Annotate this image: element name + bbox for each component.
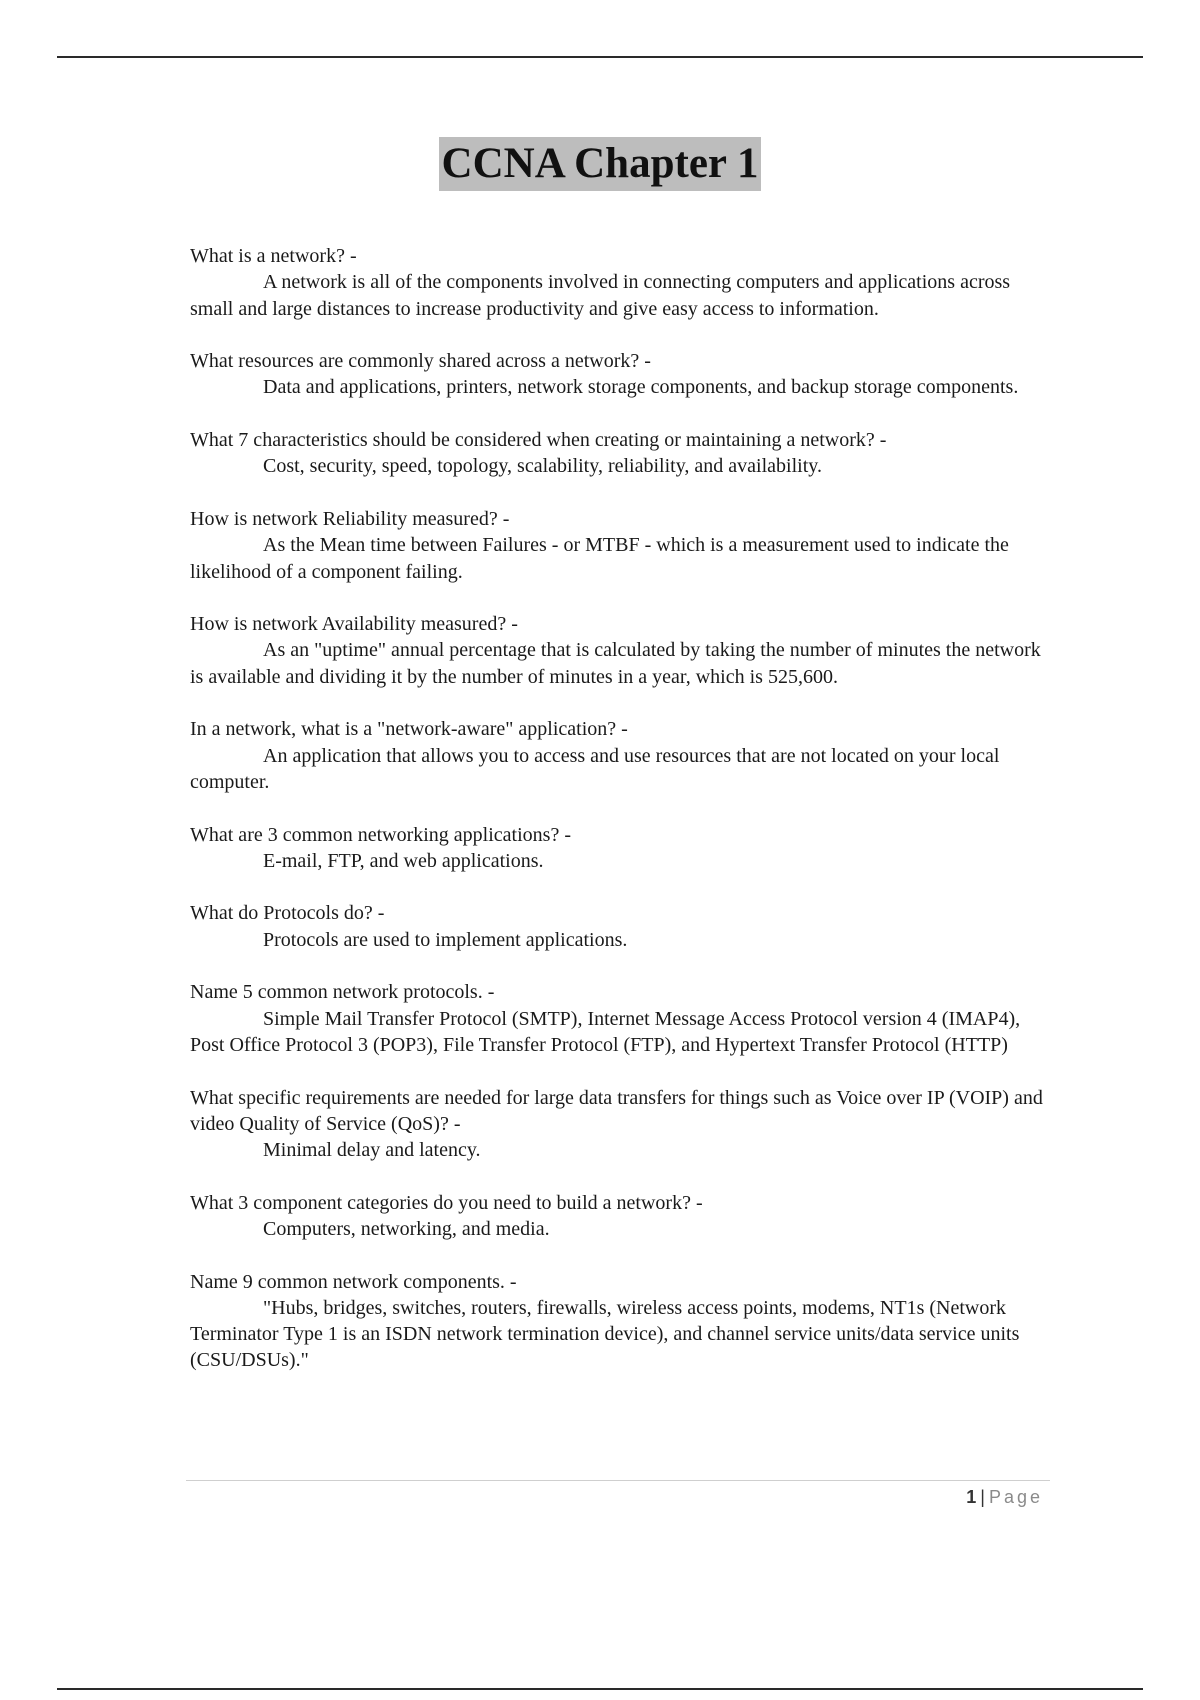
qa-item [190, 506, 1050, 585]
qa-item [190, 611, 1050, 690]
qa-item [190, 1190, 1050, 1243]
question-text: Name 9 common network components. - [190, 1270, 517, 1293]
question-text: What do Protocols do? - [190, 902, 385, 925]
qa-item [190, 1269, 1050, 1374]
qa-list [190, 243, 1050, 1400]
qa-item [190, 716, 1050, 795]
page-footer [966, 1486, 1043, 1508]
answer-text: Protocols are used to implement applications. [263, 928, 628, 951]
qa-item [190, 1085, 1050, 1164]
answer-text: Computers, networking, and media. [263, 1217, 550, 1240]
page-separator: | [980, 1487, 985, 1507]
question-text: In a network, what is a "network-aware" application? - [190, 718, 628, 741]
answer-text: Minimal delay and latency. [263, 1139, 481, 1162]
question-text: What resources are commonly shared across a network? - [190, 350, 651, 373]
question-text: What are 3 common networking applications? - [190, 823, 571, 846]
bottom-rule [57, 1688, 1143, 1690]
answer-text: "Hubs, bridges, switches, routers, firewalls, wireless access points, modems, NT1s (Network Terminator Type 1 is an ISDN network termination device), and channel service units/data service units (CSU/DSUs)." [190, 1296, 1020, 1372]
page-word: Page [988, 1487, 1043, 1507]
question-text: What 3 component categories do you need to build a network? - [190, 1191, 703, 1214]
page-title: CCNA Chapter 1 [439, 137, 762, 191]
answer-text: An application that allows you to access and use resources that are not located on your local computer. [190, 744, 1000, 793]
question-text: What 7 characteristics should be considered when creating or maintaining a network? - [190, 429, 887, 452]
answer-text: As the Mean time between Failures - or MTBF - which is a measurement used to indicate the likelihood of a component failing. [190, 534, 1009, 583]
qa-item [190, 979, 1050, 1058]
answer-text: E-mail, FTP, and web applications. [263, 849, 544, 872]
question-text: What is a network? - [190, 245, 357, 267]
question-text: How is network Availability measured? - [190, 613, 518, 636]
footer-rule [186, 1480, 1050, 1481]
answer-text: Cost, security, speed, topology, scalability, reliability, and availability. [263, 455, 822, 478]
answer-text: Simple Mail Transfer Protocol (SMTP), Internet Message Access Protocol version 4 (IMAP4), Post Office Protocol 3 (POP3), File Transfer Protocol (FTP), and Hypertext Transfer Protocol (HTTP) [190, 1007, 1021, 1056]
answer-text: A network is all of the components involved in connecting computers and applications across small and large distances to increase productivity and give easy access to information. [190, 271, 1011, 320]
qa-item [190, 900, 1050, 953]
qa-item [190, 822, 1050, 875]
question-text: Name 5 common network protocols. - [190, 981, 495, 1004]
page-number: 1 [966, 1487, 977, 1507]
top-rule [57, 56, 1143, 58]
question-text: What specific requirements are needed for large data transfers for things such as Voice over IP (VOIP) and video Quality of Service (QoS)? - [190, 1086, 1043, 1135]
question-text: How is network Reliability measured? - [190, 507, 510, 530]
qa-item [190, 348, 1050, 401]
answer-text: As an "uptime" annual percentage that is calculated by taking the number of minutes the network is available and dividing it by the number of minutes in a year, which is 525,600. [190, 639, 1041, 688]
qa-item [190, 427, 1050, 480]
answer-text: Data and applications, printers, network storage components, and backup storage components. [263, 376, 1019, 399]
qa-item [190, 243, 1050, 322]
title-container [0, 137, 1200, 191]
